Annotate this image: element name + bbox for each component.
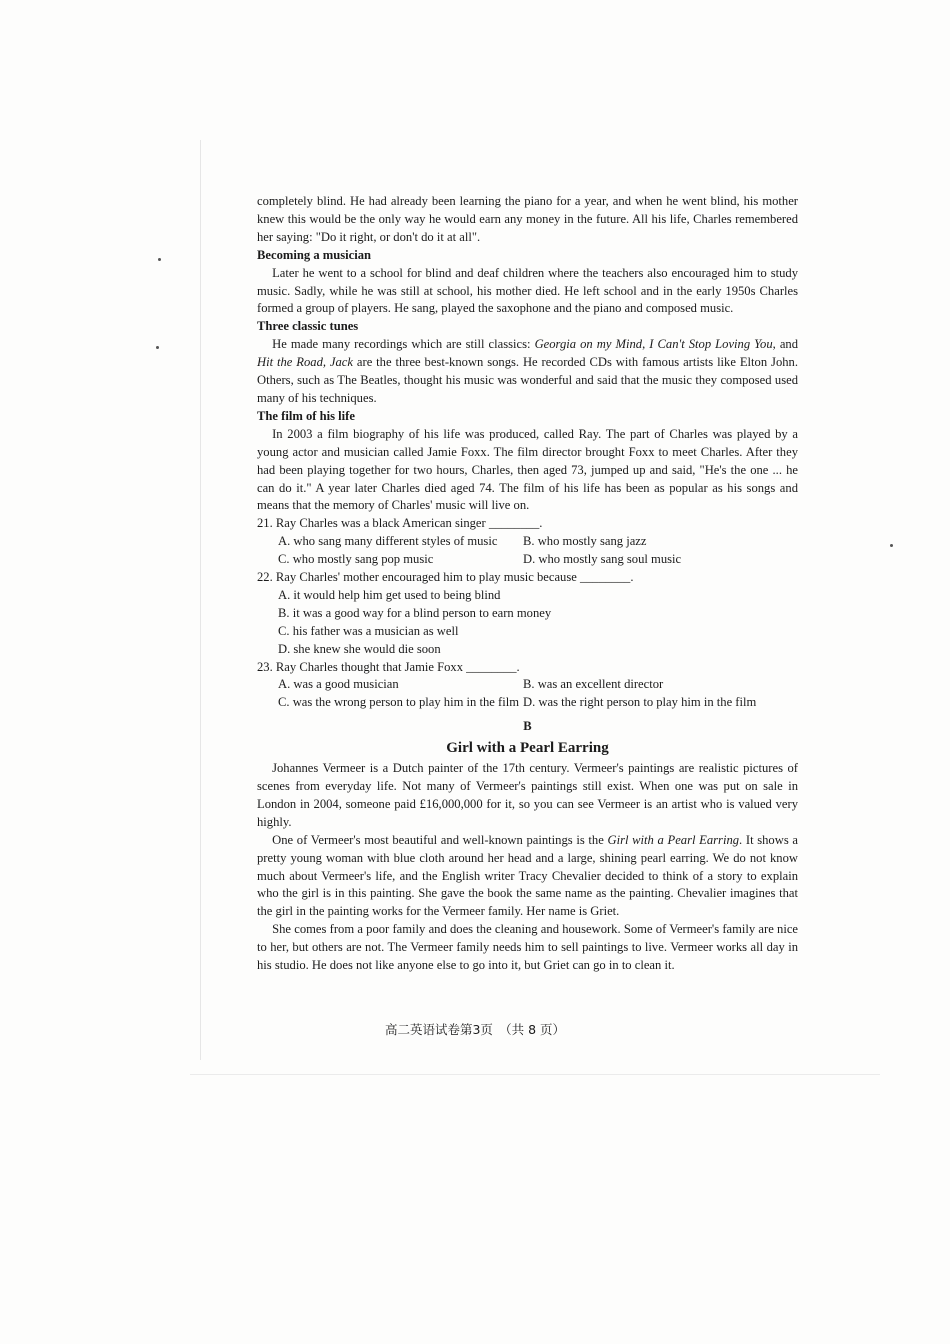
question-stem: 21. Ray Charles was a black American singer ________. — [257, 516, 543, 531]
option: D. was the right person to play him in the film — [523, 695, 757, 710]
option: A. who sang many different styles of music — [278, 534, 498, 549]
option: A. was a good musician — [278, 677, 399, 692]
scan-border-line — [200, 140, 201, 1060]
passage-a-paragraph: Later he went to a school for blind and deaf children where the teachers also encouraged him to study music. Sadly, while he was still at school, his mother died. He left school and in the early 1950s Charles formed a group of players. He sang, played the saxophone and the piano and composed music. — [257, 265, 798, 316]
option: D. she knew she would die soon — [278, 641, 441, 656]
song-title: I Can't Stop Loving You — [649, 337, 773, 352]
section-heading: Becoming a musician — [257, 247, 372, 262]
song-title: Georgia on my Mind — [534, 337, 643, 352]
passage-a-paragraph: In 2003 a film biography of his life was produced, called Ray. The part of Charles was played by a young actor and musician called Jamie Foxx. The film director brought Foxx to meet Charles. After they had been playing together for two hours, Charles, then aged 73, jumped up and said, "He's the one ... he can do it." A year later Charles died aged 74. The film of his life has been as popular as his songs and means that the memory of Charles' music will live on. — [257, 426, 798, 513]
section-heading: The film of his life — [257, 408, 355, 423]
passage-b-paragraph — [257, 832, 798, 922]
text-run: , — [642, 337, 650, 352]
passage-a-paragraph: completely blind. He had already been learning the piano for a year, and when he went blind, his mother knew this would be the only way he would earn any money in the future. All his life, Charles remembered her saying: "Do it right, or don't do it at all". — [257, 194, 798, 244]
text-run: One of Vermeer's most beautiful and well-known paintings is the — [272, 832, 608, 847]
option: C. who mostly sang pop music — [278, 552, 434, 567]
section-heading: Three classic tunes — [257, 319, 359, 334]
option: A. it would help him get used to being blind — [278, 587, 501, 602]
song-title: Hit the Road, Jack — [257, 355, 353, 370]
text-run: , and — [772, 337, 799, 352]
section-label: B — [523, 719, 532, 734]
passage-b-paragraph: She comes from a poor family and does the cleaning and housework. Some of Vermeer's family are nice to her, but others are not. The Vermeer family needs him to sell paintings to live. Vermeer works all day in his studio. He does not like anyone else to go into it, but Griet can go in to clean it. — [257, 922, 798, 973]
question-stem: 23. Ray Charles thought that Jamie Foxx ________. — [257, 659, 520, 674]
scan-speck — [890, 544, 893, 547]
text-run: He made many recordings which are still classics: — [272, 337, 535, 352]
option: C. was the wrong person to play him in the film — [278, 695, 519, 710]
option: C. his father was a musician as well — [278, 623, 459, 638]
text-run: . It shows a pretty young woman with blue cloth around her head and a large, shining pearl earring. We do not know much about Vermeer's life, and the English writer Tracy Chevalier decided to think of a story to explain who the girl is in this painting. She gave the book the same name as the painting. Chevalier imagines that the girl in the painting works for the Vermeer family. Her name is Griet. — [257, 832, 798, 919]
option: B. was an excellent director — [523, 677, 664, 692]
option-row — [257, 533, 798, 551]
text-run: are the three best-known songs. He recorded CDs with famous artists like Elton John. Others, such as The Beatles, thought his music was wonderful and said that the music they composed used many of his techniques. — [257, 355, 798, 405]
exam-page — [257, 193, 798, 975]
passage-a-paragraph — [257, 336, 798, 408]
page-footer: 高二英语试卷第3页 （共 8 页） — [384, 1022, 566, 1037]
question-stem: 22. Ray Charles' mother encouraged him to play music because ________. — [257, 570, 634, 585]
option: D. who mostly sang soul music — [523, 552, 682, 567]
option-row — [257, 551, 798, 569]
passage-title: Girl with a Pearl Earring — [446, 740, 609, 757]
option: B. it was a good way for a blind person to earn money — [278, 605, 552, 620]
painting-title: Girl with a Pearl Earring — [607, 832, 740, 847]
option-row — [257, 676, 798, 694]
scan-border-line — [190, 1074, 880, 1075]
passage-b-paragraph: Johannes Vermeer is a Dutch painter of the 17th century. Vermeer's paintings are realistic pictures of scenes from everyday life. Not many of Vermeer's paintings still exist. When one was put on sale in London in 2004, someone paid £16,000,000 for it, so you can see Vermeer is an artist who is valued very highly. — [257, 761, 798, 829]
option-row — [257, 694, 798, 712]
option: B. who mostly sang jazz — [523, 534, 647, 549]
scan-speck — [158, 258, 161, 261]
scan-speck — [156, 346, 159, 349]
